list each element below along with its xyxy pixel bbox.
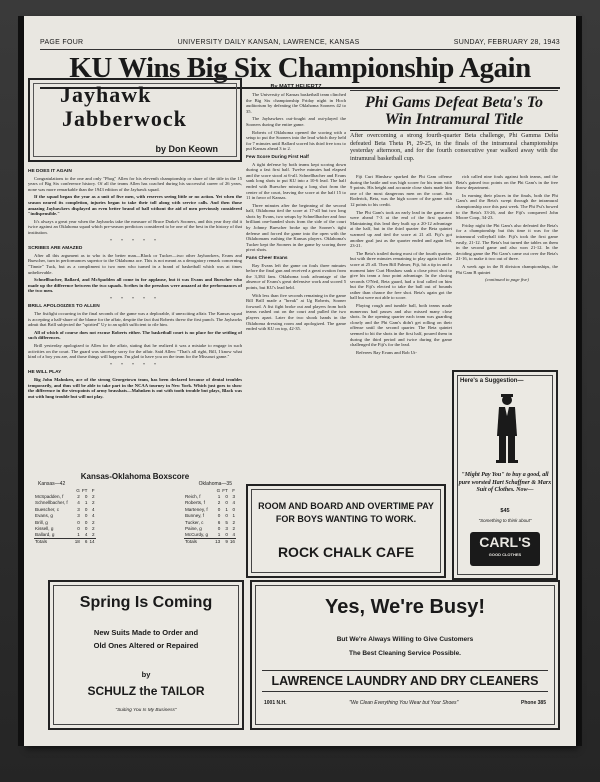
rock-chalk-cafe-ad bbox=[246, 484, 446, 578]
player-name: Brill, g bbox=[35, 519, 48, 525]
phigam-rule-bottom bbox=[350, 130, 558, 131]
player-stat: 2 bbox=[232, 519, 235, 525]
paper-name: UNIVERSITY DAILY KANSAN, LAWRENCE, KANSAS bbox=[177, 38, 360, 46]
spring-line-2: Old Ones Altered or Repaired bbox=[93, 641, 199, 650]
player-stat: 0 bbox=[84, 519, 88, 525]
man-in-suit-illustration bbox=[490, 392, 524, 464]
player-stat: 3 bbox=[232, 494, 235, 500]
paragraph: The Beta's trailed during most of the fourth quarter, but with three minutes remaining to play again tied the score at 25 all. Then Bill Palmer, Fiji, hit a tip in and a moment later Curt Hinshaw sank a close pivot shot to give his team a four point advantage. In the closing seconds O'Neil, Beta guard, had a foul called on him but the Fiji's elected to take the ball out of bounds rather than chance the free shot. Beta's again got the ball but were not able to score. bbox=[350, 250, 452, 301]
player-stat: 0 bbox=[84, 526, 88, 532]
oklahoma-table bbox=[184, 487, 236, 545]
player-stat: 1 bbox=[225, 506, 228, 512]
player-stat: 0 bbox=[77, 526, 80, 532]
paragraph: Roberts of Oklahoma opened the scoring with a setup to put the Sooners into the lead which they held for 7 minutes until Ballard scored his third free toss to put Kansas ahead 3 to 2. bbox=[246, 129, 346, 152]
jayhawk-column-text bbox=[28, 166, 242, 466]
paragraph: All of which of course does not excuse Roberts either. The basketball court is no place for the settling of such differences. bbox=[28, 329, 242, 341]
film-edge-right bbox=[576, 16, 582, 746]
team-kansas: Kansas—42 bbox=[38, 481, 66, 487]
paragraph: The Phi Gam's took an early lead in the game and were ahead 7-3 at the end of the first quarter. Maintaining this lead they built up a 20-12 advantage at the half, but in the third quarter the Beta quintet warmed up and tied the score at 21 all. Fiji's got another goal just as the quarter ended and again led, 23-21. bbox=[350, 209, 452, 249]
carls-tagline: "Something to think about" bbox=[478, 518, 532, 523]
spring-lines bbox=[50, 626, 242, 652]
paragraph: Ray Evans left the game on fouls three minutes before the final gun and received a great ovation from the 3,384 fans. Oklahoma took advantage of the absence of Evans's great defensive work and scored 5 points, but KU's lead held. bbox=[246, 262, 346, 290]
paragraph: A week ago in the B division championships, the Phi Gam B quintet bbox=[456, 263, 558, 275]
lawrence-laundry-ad bbox=[250, 580, 560, 730]
paragraph: If the squad began the year as a unit of five men, with reserves seeing little or no action. Yet when the season neared its completion, injuries began to take their toll along with service calls. And then those amazing Jayhawkers displayed an even better brand of ball without the aid of men previously considered "indispensible." bbox=[28, 194, 242, 217]
boxscore-total-row bbox=[184, 538, 236, 544]
tailor-name: SCHULZ the TAILOR bbox=[87, 684, 205, 698]
player-name: Evans, g bbox=[35, 513, 53, 519]
divider-stars: * * * * * bbox=[110, 237, 160, 243]
paragraph: Three minutes after the beginning of the second half, Oklahoma tied the score at 17-all but two long shots by Evans, two setups by Schnellbacher and four brilliant one-handed shots from the side of the court by Johnny Buescher broke up the Sooner's tight defense and forced the game into the open with the Oklahomans rushing the Kansas players. Oklahoma's Tucker kept the Sooners in the game by scoring three pivot shots. bbox=[246, 202, 346, 253]
divider-stars: * * * * * bbox=[110, 361, 160, 367]
paragraph: It's always a great year when the Jayhawks take the measure of Bruce Drake's Sooners, and this year they did it twice against an Oklahoma squad which pre-season predictors considered to be one of the best in the history of that institution. bbox=[28, 218, 242, 235]
paragraph: In earning their places in the finals, both the Phi Gam's and the Beta's swept through the intramural championship race this past week. The Phi Psi's bowed to the Beta's 33-26, and the Fiji's conquered John Moore Coop, 34-23. bbox=[456, 192, 558, 221]
player-stat: 4 bbox=[92, 513, 95, 519]
cafe-line-1: ROOM AND BOARD AND OVERTIME PAY bbox=[258, 501, 434, 511]
section-head: HE DOES IT AGAIN bbox=[28, 169, 72, 174]
boxscore-col-header: G bbox=[216, 487, 221, 493]
player-stat: 16 bbox=[229, 539, 235, 545]
player-stat: 18 bbox=[74, 539, 80, 545]
player-stat: 0 bbox=[77, 519, 80, 525]
player-stat: 0 bbox=[217, 506, 221, 512]
paragraph: Playing rough and tumble ball, both teams made numerous bad passes and also missed many close shots. In the opening quarter each team was guarding closely and the Phi Gam's didn't get rolling on their offense until the second quarter. The Beta quintet seemed to hit the shots in the first half, poured them in during the third period and twice during the game challenged the Fiji's for the lead. bbox=[350, 303, 452, 348]
player-stat: 3 bbox=[225, 526, 228, 532]
newspaper-page bbox=[24, 16, 576, 746]
player-stat: 4 bbox=[77, 500, 80, 506]
laundry-title: Yes, We're Busy! bbox=[324, 596, 486, 618]
carls-price: $45 bbox=[500, 508, 510, 514]
paragraph: Big John Mahnken, ace of the strong Georgetown team, has been declared because of dental troubles temporarily, and thus will be able to take part in the NCAA tourney in New York. Which just goes to show the difference in the viewpoints of army brasshats—Mahnken is out with tooth trouble but plays, Black was out with lung trouble but will not play. bbox=[28, 377, 242, 399]
player-name: McCurdy, g bbox=[184, 532, 209, 538]
phigam-col-1 bbox=[350, 174, 452, 492]
schulz-tailor-ad bbox=[48, 580, 244, 730]
player-stat: 1 bbox=[217, 494, 221, 500]
player-stat: 1 bbox=[84, 500, 88, 506]
carls-logo-text: CARL'S bbox=[479, 534, 531, 550]
spring-by: by bbox=[141, 670, 151, 679]
player-stat: 2 bbox=[92, 494, 95, 500]
story-subhead: Few Score During First Half bbox=[246, 154, 309, 160]
boxscore-col-header: G bbox=[76, 487, 80, 493]
phigam-rule-top bbox=[350, 90, 558, 91]
column-title-line2: Jabberwock bbox=[62, 106, 187, 131]
boxscore-col-header: F bbox=[91, 487, 95, 493]
player-stat: 0 bbox=[232, 506, 235, 512]
phigam-headline: Phi Gams Defeat Beta's To Win Intramural Title bbox=[364, 94, 544, 128]
paragraph: The Jayhawkers out-fought and out-played the Sooners during the entire game. bbox=[246, 116, 346, 127]
player-stat: 0 bbox=[225, 513, 228, 519]
boxscore-player-row bbox=[34, 500, 96, 506]
laundry-line-1: But We're Always Willing to Give Customers bbox=[336, 636, 474, 643]
player-stat: 0 bbox=[225, 494, 228, 500]
player-stat: 0 bbox=[84, 513, 88, 519]
player-stat: 0 bbox=[217, 526, 221, 532]
story-subhead: Fans Cheer Evans bbox=[246, 256, 288, 262]
team-oklahoma: Oklahoma—35 bbox=[198, 481, 232, 487]
player-stat: 5 bbox=[225, 519, 228, 525]
spring-line-1: New Suits Made to Order and bbox=[93, 628, 199, 637]
section-head: SCRIBES ARE AMAZED bbox=[28, 246, 83, 252]
player-stat: 14 bbox=[89, 539, 95, 545]
player-stat: 3 bbox=[77, 506, 80, 512]
paragraph: rich called nine fouls against both teams, and the Beta's gained two points on the Phi Gam's in the free throw department. bbox=[456, 174, 558, 191]
player-stat: 0 bbox=[84, 494, 88, 500]
cafe-text bbox=[248, 500, 444, 526]
cafe-name: ROCK CHALK CAFE bbox=[277, 544, 415, 560]
boxscore-title: Kansas-Oklahoma Boxscore bbox=[80, 472, 190, 481]
laundry-footer bbox=[264, 700, 546, 706]
player-name: Kissell, g bbox=[35, 526, 54, 532]
section-head: BRILL APOLOGIZES TO ALLEN bbox=[28, 304, 100, 310]
player-name: Paine, g bbox=[184, 526, 202, 532]
player-stat: 4 bbox=[232, 500, 235, 506]
column-title-line1: Jayhawk bbox=[60, 82, 152, 107]
player-name: Totals bbox=[35, 539, 47, 545]
player-name: McSpadden, f bbox=[35, 494, 64, 500]
continued-note: (continued to page five) bbox=[485, 277, 529, 283]
paragraph: Fiji Curt Hinshaw sparked the Phi Gam offense during the battle and was high scorer for his team with 9 points. His height and accurate close shots made him one of the most dangerous men on the court. Jim Roderick, Beta, was the high scorer of the game with 12 points to his credit. bbox=[350, 174, 452, 207]
player-stat: 0 bbox=[225, 532, 228, 538]
boxscore bbox=[28, 472, 242, 572]
story-byline: By MATT HEUERTZ bbox=[270, 84, 322, 90]
player-name: Marteney, f bbox=[184, 506, 208, 512]
header-rule bbox=[40, 49, 560, 50]
paragraph: Schnellbacher, Ballard, and McSpadden all come in for applause, but it was Evans and Buescher who made up the difference between the two squads. Scribes in the pressbox were amazed at the performances of the two men. bbox=[28, 277, 242, 294]
game-story bbox=[246, 92, 346, 492]
player-stat: 0 bbox=[217, 513, 221, 519]
jayhawk-column-banner bbox=[28, 78, 242, 162]
page-folio: PAGE FOUR bbox=[40, 38, 84, 46]
player-stat: 0 bbox=[84, 506, 88, 512]
laundry-slogan: "We Clean Everything You Wear but Your Shoes" bbox=[349, 700, 459, 706]
boxscore-tables bbox=[28, 487, 242, 545]
kansas-table bbox=[34, 487, 96, 545]
player-name: Tucker, c bbox=[184, 519, 204, 525]
player-stat: 2 bbox=[92, 519, 95, 525]
page-header bbox=[40, 36, 560, 48]
player-stat: 2 bbox=[92, 526, 95, 532]
player-stat: 1 bbox=[232, 513, 235, 519]
boxscore-col-header: F bbox=[232, 487, 235, 493]
player-stat: 2 bbox=[217, 500, 221, 506]
player-stat: 3 bbox=[77, 513, 80, 519]
carls-logo-sub: GOOD CLOTHES bbox=[488, 552, 522, 557]
laundry-phone: Phone 385 bbox=[520, 700, 546, 706]
tailor-slogan: "Suiting You Is My Business" bbox=[115, 708, 177, 713]
carls-logo bbox=[470, 532, 540, 566]
laundry-line-2: The Best Cleaning Service Possible. bbox=[349, 650, 461, 657]
section-head: HE WILL PLAY bbox=[28, 370, 62, 376]
player-stat: 4 bbox=[232, 532, 235, 538]
paragraph: Referees Ray Evans and Bob Ut- bbox=[356, 349, 417, 355]
player-stat: 13 bbox=[215, 539, 221, 545]
phigam-lead: After overcoming a strong fourth-quarter Beta challenge, Phi Gamma Delta defeated Beta Theta Pi, 29-25, in the finals of the intramural championships yesterday afternoon, and for the fourth consecutive year walked away with the intramural basketball cup. bbox=[350, 132, 558, 162]
boxscore-col-header: FT bbox=[222, 487, 228, 493]
paragraph: The University of Kansas basketball team clinched the Big Six championship Friday night in Hoch auditorium by defeating the Oklahoma Sooners 42 to 35. bbox=[246, 92, 346, 114]
player-stat: 6 bbox=[217, 519, 221, 525]
player-stat: 1 bbox=[77, 532, 80, 538]
player-name: Totals bbox=[184, 539, 197, 545]
player-stat: 4 bbox=[92, 506, 95, 512]
cafe-line-2: FOR BOYS WANTING TO WORK. bbox=[275, 514, 417, 524]
player-name: Bunney, f bbox=[184, 513, 205, 519]
main-headline: KU Wins Big Six Championship Again bbox=[69, 52, 531, 84]
player-stat: 1 bbox=[217, 532, 221, 538]
player-stat: 6 bbox=[84, 539, 88, 545]
player-stat: 0 bbox=[225, 500, 228, 506]
player-name: Roberts, f bbox=[184, 500, 205, 506]
carls-headline: Here's a Suggestion— bbox=[460, 378, 524, 384]
paragraph: Friday night the Phi Gam's also defeated the Beta's for a championship but this time it was for the intramural volleyball title. Fiji's took the first game easily, 21-12. The Beta's but turned the tables on them in the second game and also won 21-12. In the deciding game the Phi Gam's came out over the Beta's 21-16, to make it two out of three. bbox=[456, 222, 558, 262]
player-name: Ballard, g bbox=[35, 532, 55, 538]
spring-title: Spring Is Coming bbox=[79, 594, 213, 611]
paragraph: Congratulations to the one and only "Phog" Allen for his eleventh championship or share of the title in the 15 years of Big Six conference history. Of all the teams Allen has coached during his successful career of 26 years, none was more remarkable than the 1943 edition of the Jayhawk squad. bbox=[28, 175, 242, 192]
laundry-name: LAWRENCE LAUNDRY AND DRY CLEANERS bbox=[262, 670, 548, 692]
player-stat: 2 bbox=[92, 532, 95, 538]
player-name: Buescher, c bbox=[35, 506, 60, 512]
player-name: Schnellbacher, f bbox=[35, 500, 68, 506]
phigam-col-2 bbox=[456, 174, 558, 364]
divider-stars: * * * * * bbox=[110, 295, 160, 301]
column-byline: by Don Keown bbox=[155, 144, 218, 154]
paragraph: A tight defense by both teams kept scoring down during a fast first half. Twelve minutes had elapsed and the score stood at 6-all. Schnellbacher and Evans sank long shots to put KU into a 10-6 lead. The half ended with Buescher missing a long shot from the center of the court, leaving the score at the half 15 to 11 in favor of Kansas. bbox=[246, 161, 346, 201]
carls-quote: "Might Pay You" to buy a good, all pure worsted Hart Schaffner & Marx Suit of Clothes. Now— bbox=[458, 472, 552, 493]
paragraph: Brill yesterday apologized to Allen for the affair, stating that he realized it was a mistake to engage in such activities on the court. The guard was sincerely sorry for the affair. Said Allen: "That's all right, Bill, I know what kind of a boy you are, and those things will happen. I'm glad to have you on the team for the Missouri game." bbox=[28, 343, 242, 360]
page-date: SUNDAY, FEBRUARY 28, 1943 bbox=[453, 38, 560, 46]
player-stat: 2 bbox=[92, 500, 95, 506]
player-stat: 4 bbox=[84, 532, 88, 538]
player-name: Reich, f bbox=[184, 494, 201, 500]
paragraph: The fistfight occurring in the final seconds of the game was a deplorable, if unexciting affair. The Kansas squad is accepting a half-share of the blame for the affair, despite the fact that Roberts threw the first punch. The Jayhawks admit that Brill subjected the "spirited" Uy to an uplift sufficient to rile him. bbox=[28, 311, 242, 328]
player-stat: 2 bbox=[77, 494, 80, 500]
player-stat: 2 bbox=[232, 526, 235, 532]
carls-ad bbox=[452, 370, 558, 580]
paragraph: After all this argument as to who is the better man—Black or Tucker—two other Jayhawkers, Evans and Buescher, turn in performances superior to the Oklahoma ace. This is not meant as a derogatory remark concerning "Tinnie" Tuck, but as a compliment to two men who turned in a brand of basketball which was at times unbelievable. bbox=[28, 252, 242, 275]
boxscore-col-header: FT bbox=[81, 487, 88, 493]
paragraph: With less than five seconds remaining in the game Bill Brill made a "break" at Ug Roberts, Sooner forward. A fist fight broke out and players from both teams rushed out on the court and pulled the two players apart. Later the two shook hands in the Oklahoma dressing room and apologized. The game ended with KU on top, 42-35. bbox=[246, 292, 346, 332]
player-stat: 9 bbox=[225, 539, 228, 545]
laundry-address: 1001 N.H. bbox=[264, 700, 287, 706]
boxscore-total-row bbox=[34, 538, 96, 544]
